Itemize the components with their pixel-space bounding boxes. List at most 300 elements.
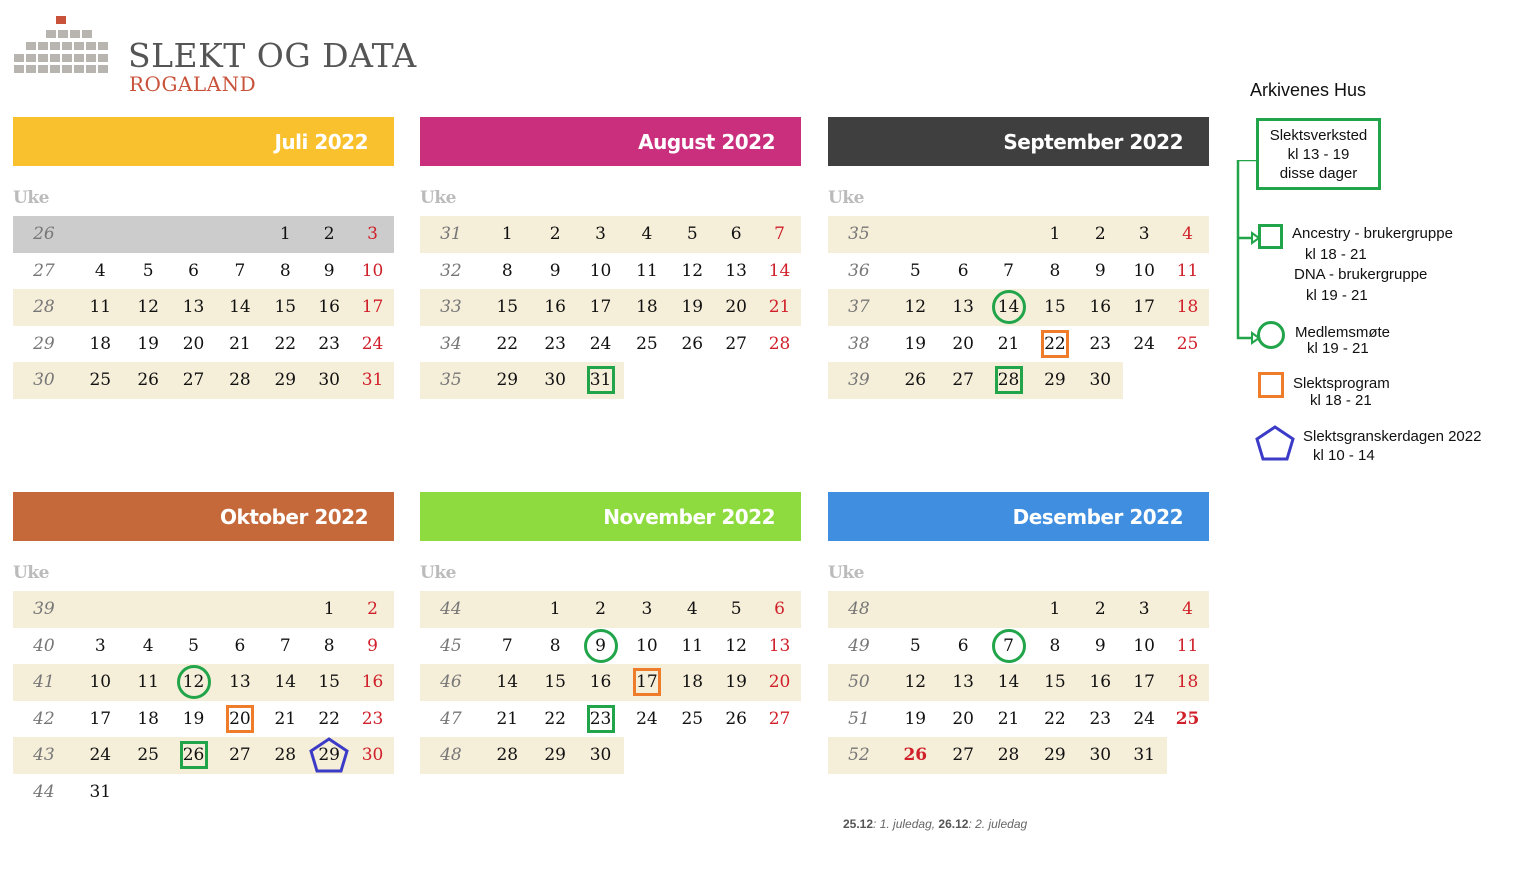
day-number: 24	[1133, 333, 1155, 354]
day-number: 2	[367, 599, 378, 620]
day-cell	[578, 701, 624, 738]
day-number: 16	[1089, 297, 1112, 318]
weekday-header: Lø	[1119, 563, 1143, 583]
day-number: 6	[957, 635, 969, 656]
day-cell	[533, 737, 578, 774]
day-cell	[216, 701, 263, 738]
day-number: 22	[274, 333, 297, 354]
week-number: 52	[848, 745, 870, 766]
weekday-header: Uke	[420, 188, 456, 208]
day-cell	[1166, 326, 1209, 363]
day-number: 23	[361, 708, 384, 729]
day-cell	[307, 664, 351, 701]
day-cell	[126, 664, 171, 701]
day-cell	[351, 701, 394, 738]
day-number: 10	[636, 635, 658, 656]
day-number: 18	[137, 708, 159, 729]
day-number: 24	[361, 333, 384, 354]
month-november	[420, 492, 801, 774]
day-number: 15	[1044, 672, 1066, 693]
day-cell	[941, 664, 986, 701]
day-cell	[126, 737, 171, 774]
weekday-header: Lø	[1119, 188, 1143, 208]
week-number: 37	[848, 297, 870, 318]
day-cell	[482, 628, 533, 665]
day-cell	[126, 216, 171, 253]
day-number: 25	[137, 745, 159, 766]
month-header: September 2022	[828, 117, 1209, 166]
weekday-header: To	[216, 188, 238, 208]
day-cell	[482, 326, 533, 363]
day-cell	[623, 362, 670, 399]
weekday-header: Sø	[1163, 563, 1186, 583]
day-cell	[307, 253, 351, 290]
day-number: 26	[904, 370, 927, 391]
day-cell	[351, 362, 394, 399]
day-number: 28	[496, 745, 519, 766]
day-number: 16	[1089, 672, 1112, 693]
logo-region: ROGALAND	[129, 72, 257, 96]
day-number: 18	[636, 297, 658, 318]
week-number: 41	[33, 672, 55, 693]
weekday-header: Uke	[828, 188, 864, 208]
weekday-header: Sø	[755, 563, 778, 583]
day-number: 22	[1044, 333, 1066, 354]
day-number: 9	[595, 635, 606, 656]
day-cell	[670, 326, 714, 363]
day-cell	[714, 591, 758, 628]
day-number: 21	[229, 333, 251, 354]
day-cell	[1122, 253, 1166, 290]
day-cell	[890, 216, 941, 253]
day-cell	[533, 216, 578, 253]
weekday-header: Uke	[420, 563, 456, 583]
day-cell	[351, 591, 394, 628]
day-number: 16	[361, 672, 384, 693]
month-oktober	[13, 492, 394, 810]
day-number: 19	[904, 333, 927, 354]
day-cell	[714, 253, 758, 290]
day-cell	[1166, 591, 1209, 628]
day-cell	[75, 216, 126, 253]
month-desember	[828, 492, 1209, 774]
week-row	[13, 701, 394, 738]
day-cell	[216, 289, 263, 326]
day-cell	[714, 701, 758, 738]
day-number: 22	[318, 708, 340, 729]
day-number: 23	[1089, 708, 1112, 729]
day-cell	[75, 664, 126, 701]
day-number: 13	[952, 672, 974, 693]
day-cell	[126, 591, 171, 628]
week-number: 30	[33, 370, 55, 391]
day-number: 9	[549, 260, 561, 281]
day-number: 24	[636, 708, 658, 729]
day-cell	[758, 362, 801, 399]
day-number: 26	[725, 708, 747, 729]
day-cell	[890, 701, 941, 738]
day-number: 24	[589, 333, 612, 354]
day-number: 10	[361, 260, 384, 281]
day-cell	[1031, 664, 1078, 701]
day-number: 22	[544, 708, 566, 729]
legend-title: Arkivenes Hus	[1250, 80, 1367, 100]
week-number: 32	[440, 260, 462, 281]
day-cell	[75, 289, 126, 326]
day-cell	[890, 591, 941, 628]
day-cell	[623, 253, 670, 290]
day-cell	[1031, 737, 1078, 774]
week-number: 43	[33, 745, 55, 766]
day-cell	[263, 289, 307, 326]
day-cell	[533, 591, 578, 628]
week-row	[13, 664, 394, 701]
day-number: 10	[589, 260, 612, 281]
day-cell	[623, 701, 670, 738]
day-cell	[482, 289, 533, 326]
day-number: 28	[768, 333, 791, 354]
day-number: 3	[595, 224, 606, 245]
day-cell	[263, 664, 307, 701]
day-cell	[307, 628, 351, 665]
day-number: 4	[1182, 224, 1193, 245]
logo-bricks-icon	[12, 14, 112, 74]
day-cell	[307, 774, 351, 811]
day-number: 27	[768, 708, 791, 729]
weekday-header: Uke	[13, 188, 49, 208]
day-number: 2	[1094, 224, 1106, 245]
day-number: 2	[1094, 599, 1106, 620]
day-cell	[986, 701, 1032, 738]
day-cell	[758, 737, 801, 774]
day-cell	[623, 216, 670, 253]
day-number: 19	[725, 672, 747, 693]
weekday-header: On	[981, 188, 1009, 208]
day-cell	[171, 701, 217, 738]
legend-dna: DNA - brukergruppe	[1294, 266, 1428, 283]
day-cell	[890, 362, 941, 399]
day-cell	[578, 664, 624, 701]
week-row	[828, 737, 1209, 774]
day-number: 31	[361, 370, 384, 391]
day-cell	[758, 289, 801, 326]
day-cell	[623, 326, 670, 363]
week-row	[420, 591, 801, 628]
day-cell	[126, 628, 171, 665]
day-number: 8	[549, 635, 561, 656]
day-cell	[890, 628, 941, 665]
footnote-text1: : 1. juledag,	[873, 817, 939, 831]
day-number: 2	[323, 224, 335, 245]
day-number: 12	[904, 672, 927, 693]
day-cell	[1166, 216, 1209, 253]
day-cell	[263, 326, 307, 363]
day-number: 16	[589, 672, 612, 693]
day-cell	[533, 701, 578, 738]
day-cell	[533, 362, 578, 399]
day-number: 20	[725, 297, 747, 318]
week-number: 39	[33, 599, 55, 620]
day-number: 18	[1176, 297, 1199, 318]
day-number: 23	[589, 708, 612, 729]
day-cell	[126, 289, 171, 326]
day-cell	[1078, 362, 1122, 399]
day-cell	[216, 591, 263, 628]
day-cell	[351, 664, 394, 701]
week-row	[420, 664, 801, 701]
day-number: 27	[952, 745, 974, 766]
day-number: 7	[1003, 260, 1014, 281]
day-number: 17	[589, 297, 612, 318]
day-number: 24	[89, 745, 112, 766]
day-cell	[1078, 628, 1122, 665]
day-number: 12	[137, 297, 159, 318]
week-row	[13, 326, 394, 363]
day-number: 30	[544, 370, 566, 391]
day-cell	[578, 591, 624, 628]
day-number: 22	[1044, 708, 1066, 729]
day-cell	[1078, 591, 1122, 628]
day-number: 18	[89, 333, 112, 354]
day-number: 29	[274, 370, 297, 391]
weekday-header: Fr	[1077, 188, 1097, 208]
legend-medlem-time: kl 19 - 21	[1307, 340, 1369, 357]
day-number: 28	[229, 370, 251, 391]
day-number: 4	[1182, 599, 1193, 620]
day-number: 27	[952, 370, 974, 391]
week-number: 35	[848, 224, 870, 245]
day-cell	[1031, 289, 1078, 326]
day-cell	[171, 362, 217, 399]
day-cell	[986, 253, 1032, 290]
day-cell	[263, 362, 307, 399]
day-cell	[1031, 326, 1078, 363]
day-cell	[171, 737, 217, 774]
week-row	[420, 701, 801, 738]
day-cell	[890, 737, 941, 774]
week-row	[828, 326, 1209, 363]
day-cell	[1078, 253, 1122, 290]
day-cell	[75, 362, 126, 399]
day-number: 19	[137, 333, 159, 354]
day-cell	[1122, 628, 1166, 665]
day-cell	[670, 628, 714, 665]
day-cell	[126, 362, 171, 399]
day-cell	[1166, 362, 1209, 399]
day-number: 9	[323, 260, 335, 281]
day-number: 16	[544, 297, 566, 318]
day-number: 3	[1138, 224, 1150, 245]
day-number: 7	[234, 260, 246, 281]
week-row	[828, 253, 1209, 290]
day-cell	[986, 326, 1032, 363]
weekday-header: Ti	[532, 188, 552, 208]
day-cell	[758, 664, 801, 701]
day-cell	[1078, 216, 1122, 253]
day-number: 17	[1133, 297, 1155, 318]
day-cell	[216, 253, 263, 290]
day-cell	[1122, 701, 1166, 738]
day-cell	[1031, 216, 1078, 253]
day-number: 13	[725, 260, 747, 281]
day-number: 2	[595, 599, 606, 620]
day-cell	[482, 664, 533, 701]
day-cell	[351, 628, 394, 665]
day-cell	[670, 737, 714, 774]
day-cell	[263, 701, 307, 738]
day-number: 13	[952, 297, 974, 318]
weekday-header: To	[216, 563, 238, 583]
day-number: 8	[323, 635, 335, 656]
footnote-date2: 26.12	[938, 817, 969, 831]
day-number: 15	[274, 297, 297, 318]
day-number: 21	[997, 333, 1020, 354]
day-number: 28	[997, 745, 1020, 766]
week-number: 31	[440, 224, 462, 245]
day-cell	[1122, 362, 1166, 399]
day-number: 30	[589, 745, 612, 766]
weekday-header: Fr	[262, 188, 282, 208]
week-row	[420, 362, 801, 399]
day-number: 2	[549, 224, 561, 245]
weekday-header: On	[573, 563, 601, 583]
weekday-header: To	[1031, 188, 1053, 208]
day-cell	[670, 216, 714, 253]
day-cell	[941, 591, 986, 628]
day-number: 10	[1133, 635, 1155, 656]
day-cell	[986, 628, 1032, 665]
day-cell	[670, 253, 714, 290]
day-cell	[1078, 737, 1122, 774]
day-cell	[307, 737, 351, 774]
weekday-header: Ma	[888, 563, 917, 583]
legend-program: Slektsprogram	[1293, 375, 1390, 392]
week-number: 45	[440, 635, 462, 656]
day-cell	[482, 701, 533, 738]
weekday-header: Sø	[755, 188, 778, 208]
week-number: 39	[848, 370, 870, 391]
day-cell	[578, 253, 624, 290]
day-cell	[941, 326, 986, 363]
day-cell	[941, 216, 986, 253]
day-number: 23	[544, 333, 566, 354]
week-row	[420, 253, 801, 290]
day-cell	[75, 253, 126, 290]
day-number: 7	[1003, 635, 1014, 656]
day-number: 7	[774, 224, 785, 245]
footnote	[843, 817, 1027, 831]
day-cell	[714, 628, 758, 665]
weekday-header: Ma	[480, 188, 509, 208]
day-cell	[758, 216, 801, 253]
week-number: 35	[440, 370, 462, 391]
day-number: 27	[229, 745, 251, 766]
day-cell	[216, 664, 263, 701]
day-cell	[126, 701, 171, 738]
day-cell	[986, 216, 1032, 253]
day-cell	[75, 737, 126, 774]
day-number: 19	[904, 708, 927, 729]
day-number: 25	[636, 333, 658, 354]
week-number: 40	[33, 635, 55, 656]
day-number: 19	[182, 708, 205, 729]
day-cell	[578, 737, 624, 774]
day-cell	[714, 362, 758, 399]
day-number: 8	[1049, 260, 1061, 281]
day-number: 31	[89, 781, 112, 802]
day-cell	[482, 216, 533, 253]
month-header: August 2022	[420, 117, 801, 166]
day-number: 6	[774, 599, 785, 620]
day-cell	[1166, 253, 1209, 290]
week-row	[13, 289, 394, 326]
day-number: 11	[681, 635, 704, 656]
legend-dagen-time: kl 10 - 14	[1313, 447, 1375, 464]
week-number: 26	[33, 224, 55, 245]
week-row	[828, 362, 1209, 399]
week-number: 38	[848, 333, 870, 354]
day-cell	[890, 664, 941, 701]
day-number: 12	[725, 635, 747, 656]
day-cell	[351, 737, 394, 774]
day-cell	[986, 591, 1032, 628]
day-cell	[714, 664, 758, 701]
month-header: Desember 2022	[828, 492, 1209, 541]
footnote-text2: : 2. juledag	[968, 817, 1028, 831]
day-cell	[670, 664, 714, 701]
day-cell	[216, 737, 263, 774]
day-cell	[623, 591, 670, 628]
day-cell	[1122, 664, 1166, 701]
day-cell	[533, 289, 578, 326]
day-number: 10	[89, 672, 112, 693]
day-cell	[171, 216, 217, 253]
day-number: 3	[94, 635, 106, 656]
day-cell	[1031, 591, 1078, 628]
day-cell	[758, 326, 801, 363]
day-number: 1	[323, 599, 335, 620]
week-number: 42	[33, 708, 55, 729]
day-number: 27	[725, 333, 747, 354]
day-number: 12	[182, 672, 205, 693]
day-cell	[1166, 628, 1209, 665]
legend-dagen: Slektsgranskerdagen 2022	[1303, 428, 1482, 445]
week-row	[828, 216, 1209, 253]
day-number: 25	[89, 370, 112, 391]
day-number: 9	[367, 635, 378, 656]
day-number: 27	[182, 370, 205, 391]
weekday-header: Lø	[304, 188, 328, 208]
day-number: 15	[318, 672, 340, 693]
footnote-date1: 25.12	[843, 817, 874, 831]
day-cell	[533, 628, 578, 665]
day-cell	[263, 737, 307, 774]
day-cell	[986, 737, 1032, 774]
weekday-header: On	[166, 563, 194, 583]
legend-ancestry: Ancestry - brukergruppe	[1292, 225, 1453, 242]
day-number: 5	[142, 260, 154, 281]
day-number: 17	[1133, 672, 1155, 693]
weekday-header: Ti	[940, 188, 960, 208]
day-number: 14	[768, 260, 791, 281]
weekday-header: Ma	[888, 188, 917, 208]
day-cell	[890, 289, 941, 326]
day-number: 5	[686, 224, 698, 245]
day-cell	[1122, 326, 1166, 363]
day-cell	[126, 253, 171, 290]
legend-verksted-line1: Slektsverksted	[1269, 127, 1368, 144]
day-number: 17	[636, 672, 658, 693]
